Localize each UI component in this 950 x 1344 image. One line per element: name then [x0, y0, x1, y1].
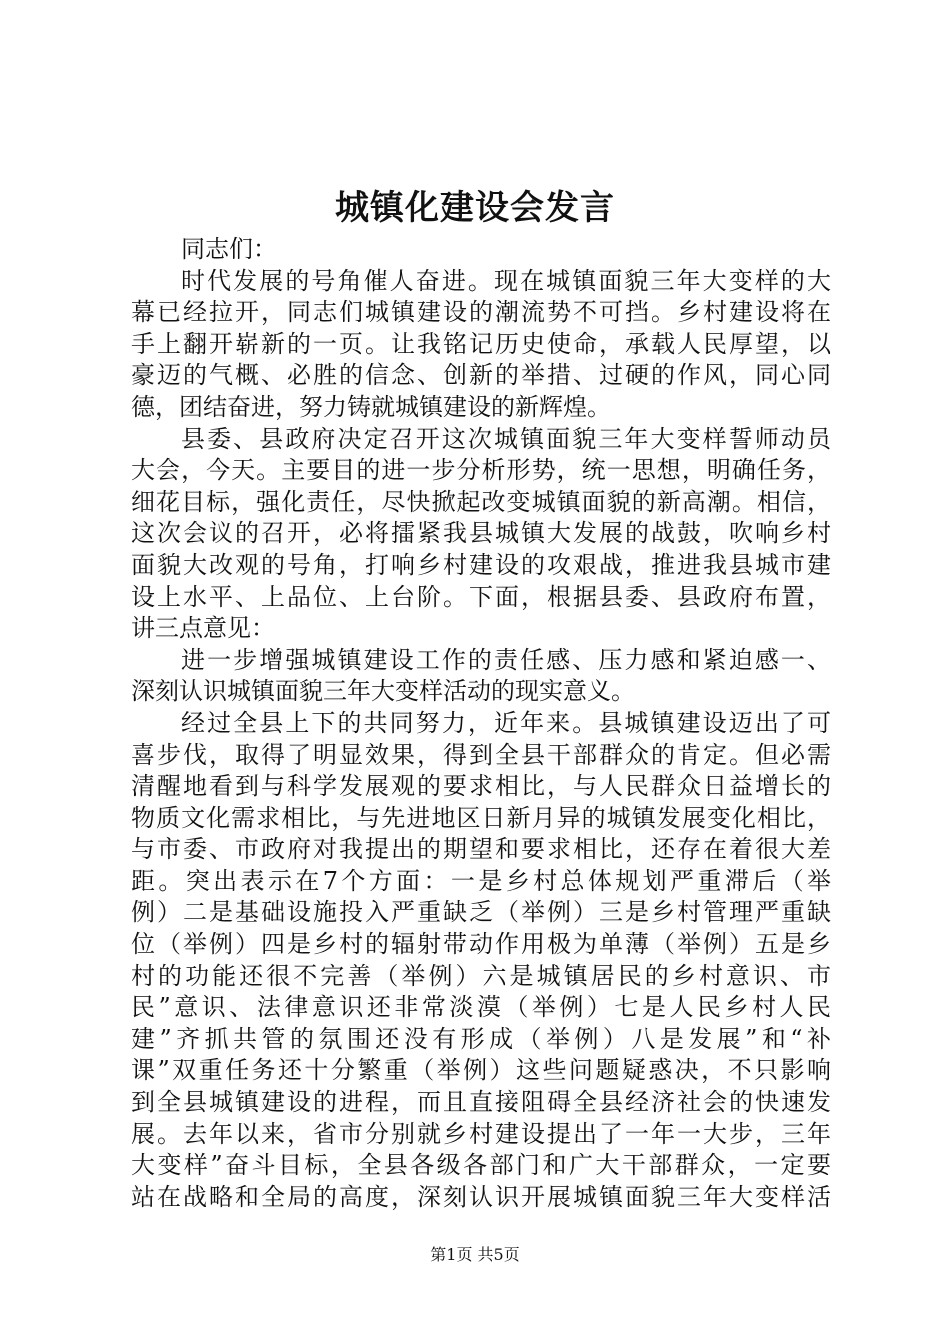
body-text-line: 进一步增强城镇建设工作的责任感、压力感和紧迫感一、	[181, 645, 831, 674]
body-text-line: 大变样”奋斗目标，全县各级各部门和广大干部群众，一定要	[131, 1151, 831, 1180]
body-text-line: 幕已经拉开，同志们城镇建设的潮流势不可挡。乡村建设将在	[131, 298, 831, 327]
body-text-line: 到全县城镇建设的进程，而且直接阻碍全县经济社会的快速发	[131, 1088, 831, 1117]
body-text-line: 县委、县政府决定召开这次城镇面貌三年大变样誓师动员	[181, 424, 831, 453]
document-title: 城镇化建设会发言	[335, 188, 615, 228]
body-text-line: 位（举例）四是乡村的辐射带动作用极为单薄（举例）五是乡	[131, 930, 831, 959]
body-text-line: 面貌大改观的号角，打响乡村建设的攻艰战，推进我县城市建	[131, 550, 831, 579]
body-text-line: 课”双重任务还十分繁重（举例）这些问题疑惑决，不只影响	[131, 1056, 831, 1085]
body-text-line: 同志们：	[181, 235, 277, 263]
body-text-line: 清醒地看到与科学发展观的要求相比，与人民群众日益增长的	[131, 772, 831, 801]
body-text-line: 深刻认识城镇面貌三年大变样活动的现实意义。	[131, 677, 635, 706]
body-text-line: 大会，今天。主要目的进一步分析形势，统一思想，明确任务，	[131, 456, 831, 485]
body-text-line: 细花目标，强化责任，尽快掀起改变城镇面貌的新高潮。相信，	[131, 487, 831, 516]
body-text-line: 村的功能还很不完善（举例）六是城镇居民的乡村意识、市	[131, 961, 831, 990]
body-text-line: 手上翻开崭新的一页。让我铭记历史使命，承载人民厚望，以	[131, 329, 831, 358]
body-text-line: 民”意识、法律意识还非常淡漠（举例）七是人民乡村人民	[131, 993, 831, 1022]
body-text-line: 设上水平、上品位、上台阶。下面，根据县委、县政府布置，	[131, 582, 831, 611]
body-text-line: 物质文化需求相比，与先进地区日新月异的城镇发展变化相比，	[131, 803, 831, 832]
page-footer: 第1页 共5页	[430, 1245, 520, 1264]
body-text-line: 喜步伐，取得了明显效果，得到全县干部群众的肯定。但必需	[131, 740, 831, 769]
body-text-line: 例）二是基础设施投入严重缺乏（举例）三是乡村管理严重缺	[131, 898, 831, 927]
body-text-line: 距。突出表示在7个方面：一是乡村总体规划严重滞后（举	[131, 866, 831, 895]
body-text-line: 豪迈的气概、必胜的信念、创新的举措、过硬的作风，同心同	[131, 361, 831, 390]
body-text-line: 与市委、市政府对我提出的期望和要求相比，还存在着很大差	[131, 835, 831, 864]
document-body	[131, 234, 831, 1213]
body-text-line: 经过全县上下的共同努力，近年来。县城镇建设迈出了可	[181, 708, 831, 737]
body-text-line: 建”齐抓共管的氛围还没有形成（举例）八是发展”和“补	[131, 1024, 831, 1053]
body-text-line: 德，团结奋进，努力铸就城镇建设的新辉煌。	[131, 392, 611, 421]
body-text-line: 时代发展的号角催人奋进。现在城镇面貌三年大变样的大	[181, 266, 831, 295]
body-text-line: 讲三点意见：	[131, 614, 275, 643]
body-text-line: 展。去年以来，省市分别就乡村建设提出了一年一大步，三年	[131, 1119, 831, 1148]
body-text-line: 这次会议的召开，必将擂紧我县城镇大发展的战鼓，吹响乡村	[131, 519, 831, 548]
body-text-line: 站在战略和全局的高度，深刻认识开展城镇面貌三年大变样活	[131, 1182, 831, 1211]
